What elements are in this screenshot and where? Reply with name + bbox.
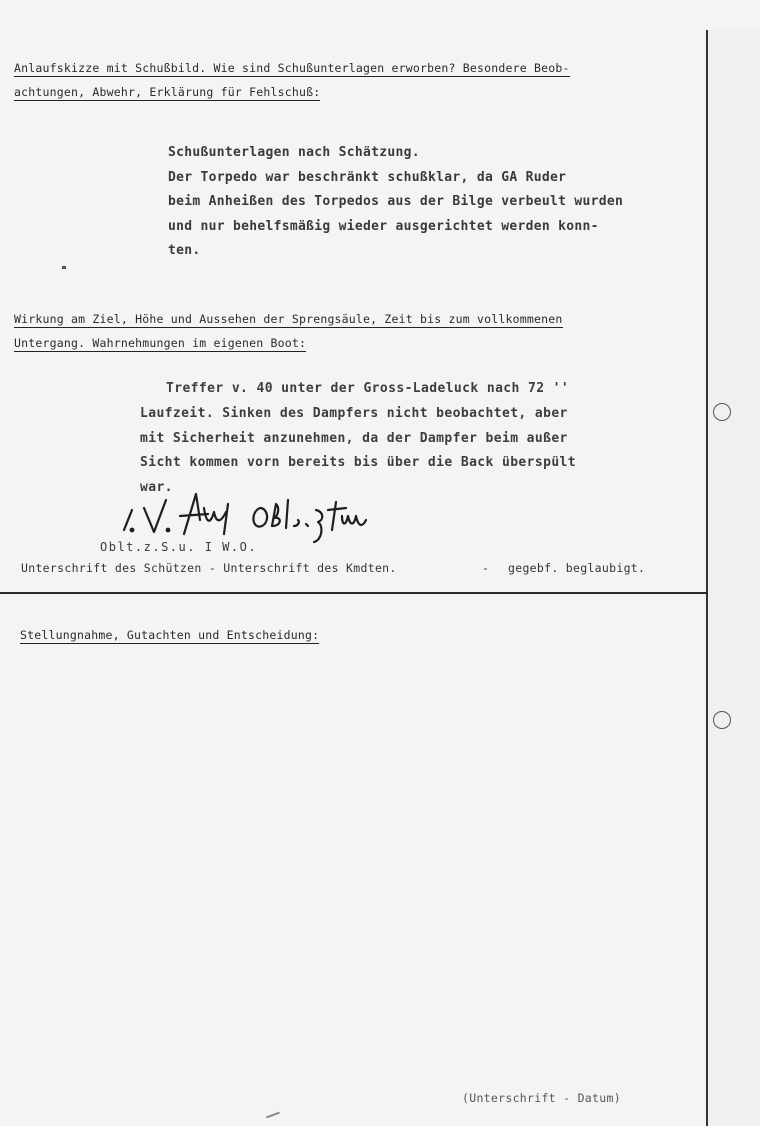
signature-caption-right: gegebf. beglaubigt. <box>508 561 646 575</box>
signature-date-caption: (Unterschrift - Datum) <box>462 1091 621 1105</box>
section1-body-line: Der Torpedo war beschränkt schußklar, da GA Ruder <box>168 169 567 185</box>
ink-speck <box>266 1112 280 1119</box>
section1-heading-line1: Anlaufskizze mit Schußbild. Wie sind Schußunterlagen erworben? Besondere Beob- <box>14 61 570 75</box>
section2-heading <box>14 307 704 355</box>
section2-body-line: war. <box>140 480 173 496</box>
signature-caption-left: Unterschrift des Schützen - Unterschrift des Kmdten. <box>21 561 397 575</box>
section1-body-line: ten. <box>168 243 201 258</box>
section2-body-line: Treffer v. 40 unter der Gross-Ladeluck nach 72 '' <box>166 381 570 396</box>
section2-body-line: Laufzeit. Sinken des Dampfers nicht beobachtet, aber <box>140 405 568 421</box>
punch-hole-bottom <box>713 711 731 729</box>
section2-body <box>140 377 706 501</box>
section3-heading <box>20 623 319 647</box>
section1-heading <box>14 56 704 104</box>
ink-speck <box>62 266 66 269</box>
signature-caption-dash: - <box>482 561 490 575</box>
section-divider-line <box>0 592 708 594</box>
section3-heading-text: Stellungnahme, Gutachten und Entscheidung: <box>20 628 320 642</box>
signer-rank: Oblt.z.S.u. I W.O. <box>100 540 258 554</box>
section1-body-line: Schußunterlagen nach Schätzung. <box>168 145 420 160</box>
margin-strip <box>708 30 760 1126</box>
section1-body-line: und nur behelfsmäßig wieder ausgerichtet werden konn- <box>168 218 599 234</box>
section2-body-line: Sicht kommen vorn bereits bis über die Back überspült <box>140 455 577 471</box>
punch-hole-top <box>713 403 731 421</box>
section2-body-line: mit Sicherheit anzunehmen, da der Dampfer beim außer <box>140 430 568 446</box>
section2-heading-line1: Wirkung am Ziel, Höhe und Aussehen der Sprengsäule, Zeit bis zum vollkommenen <box>14 312 563 326</box>
section1-body-line: beim Anheißen des Torpedos aus der Bilge verbeult wurden <box>168 194 624 209</box>
section1-heading-line2: achtungen, Abwehr, Erklärung für Fehlschuß: <box>14 85 321 99</box>
section1-body <box>168 141 708 264</box>
section2-heading-line2: Untergang. Wahrnehmungen im eigenen Boot: <box>14 336 307 350</box>
